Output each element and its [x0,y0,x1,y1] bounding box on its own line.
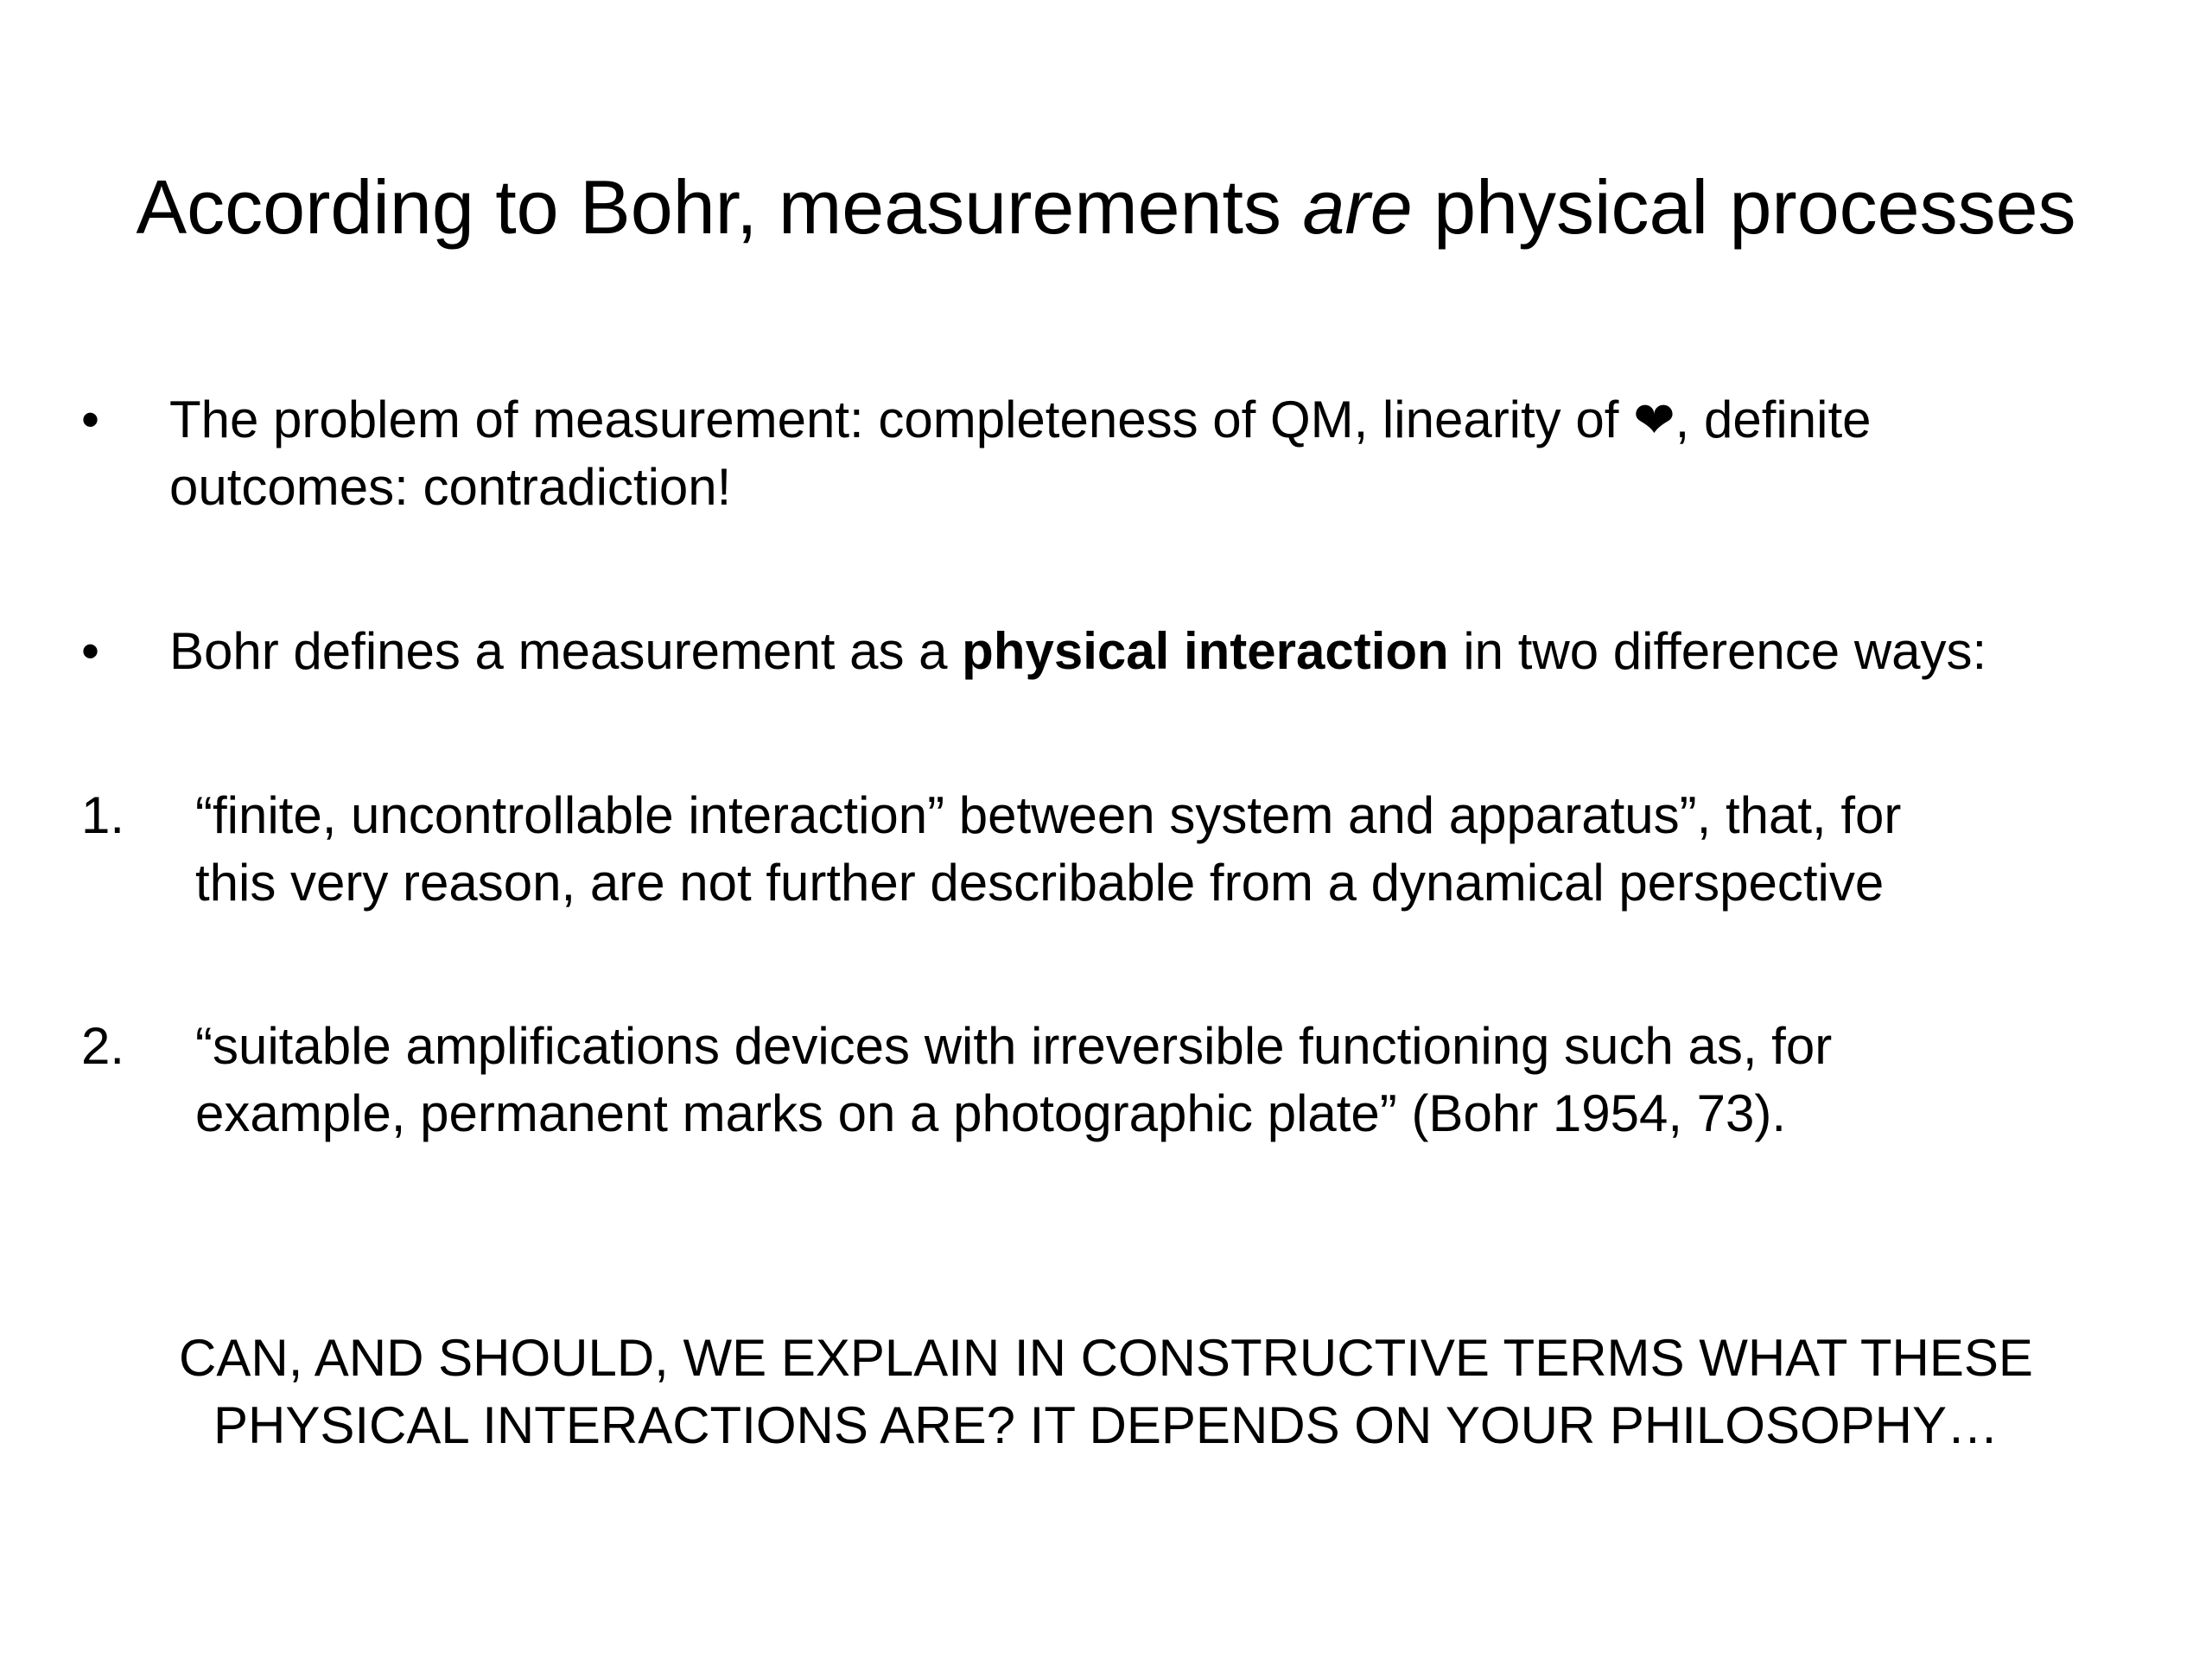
closing-question [0,1325,2212,1459]
item2-line1: “suitable amplifications devices with irreversible functioning such as, for [195,1017,1833,1075]
bullet-problem-of-measurement [169,386,2165,521]
closing-line2: PHYSICAL INTERACTIONS ARE? IT DEPENDS ON YOUR PHILOSOPHY… [213,1396,1999,1454]
item1-line1: “finite, uncontrollable interaction” between system and apparatus”, that, for [195,786,1902,844]
title-text-start: According to Bohr, measurements [136,164,1303,250]
item-number-1: 1. [81,786,125,844]
heart-icon: ❤ [1633,391,1675,449]
slide-title [0,160,2212,255]
bullet1-line2: outcomes: contradiction! [169,458,732,516]
bullet2-bold-term: physical interaction [962,622,1449,680]
bullet2-text-end: in two difference ways: [1448,622,1987,680]
item-number-2: 2. [81,1017,125,1075]
title-text-end: physical processes [1412,164,2076,250]
bullet2-text: Bohr defines a measurement as a [169,622,963,680]
bullet1-text-end: , definite [1675,391,1872,448]
item-finite-interaction [195,782,2174,917]
bullet2-line [169,618,2165,685]
title-emphasis: are [1302,164,1413,250]
item1-line2: this very reason, are not further describable from a dynamical perspective [195,854,1885,912]
bullet1-text: The problem of measurement: completeness of QM, linearity of [169,391,1634,448]
item2-line2: example, permanent marks on a photographic plate” (Bohr 1954, 73). [195,1084,1787,1142]
item-amplification-devices [195,1013,2174,1147]
bullet1-line1 [169,386,2165,454]
bullet-marker-1: • [81,391,100,448]
bullet-marker-2: • [81,622,100,680]
closing-line1: CAN, AND SHOULD, WE EXPLAIN IN CONSTRUCTIVE TERMS WHAT THESE [179,1329,2033,1387]
bullet-bohr-defines [169,618,2165,685]
